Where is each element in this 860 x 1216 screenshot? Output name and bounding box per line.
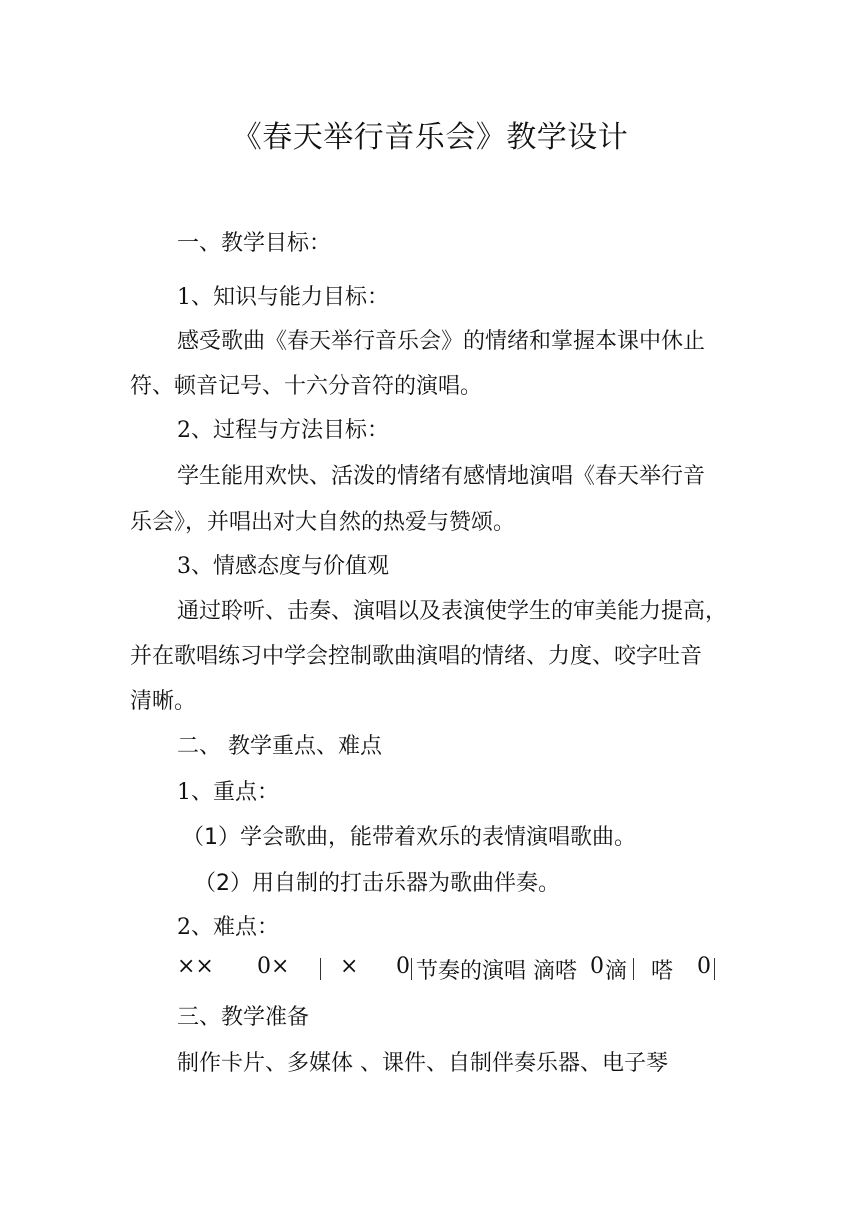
- rhythm-note-3: ×: [340, 954, 359, 979]
- section-1-heading: 一、教学目标：: [177, 231, 332, 256]
- section-1-2-heading: [177, 413, 389, 444]
- section-2-2-title: 、难点：: [191, 915, 280, 940]
- rhythm-text-1: 节奏的演唱 滴嗒: [416, 959, 577, 984]
- section-1-2-text-line-1: 学生能用欢快、活泼的情绪有感情地演唱《春天举行音: [177, 464, 706, 489]
- key-point-item-1: （1）学会歌曲，能带着欢乐的表情演唱歌曲。: [182, 825, 636, 850]
- bar-line: [411, 958, 412, 980]
- bar-line: [320, 958, 321, 980]
- rhythm-note-6: 0: [697, 954, 711, 979]
- section-1-1-heading: [177, 280, 389, 311]
- rhythm-note-2: 0×: [257, 954, 290, 979]
- section-1-3-title: 、情感态度与价值观: [191, 554, 390, 579]
- section-1-3-text-line-2: 并在歌唱练习中学会控制歌曲演唱的情绪、力度、咬字吐音: [130, 644, 703, 669]
- section-1-2-text-line-2: 乐会》，并唱出对大自然的热爱与赞颂。: [130, 510, 516, 535]
- section-2-1-heading: [177, 775, 279, 806]
- key-point-item-2: （2）用自制的打击乐器为歌曲伴奏。: [194, 871, 560, 896]
- section-1-1-text-line-2: 符、顿音记号、十六分音符的演唱。: [130, 374, 483, 399]
- rhythm-note-5: 0: [590, 954, 604, 979]
- section-1-3-heading: [177, 549, 389, 580]
- section-1-1-text-line-1: 感受歌曲《春天举行音乐会》的情绪和掌握本课中休止: [177, 329, 706, 354]
- section-2-2-number: 2: [177, 915, 191, 940]
- bar-line: [714, 958, 715, 980]
- bar-line: [633, 958, 634, 980]
- section-2-1-title: 、重点：: [191, 780, 280, 805]
- rhythm-note-4: 0: [396, 954, 410, 979]
- section-2-2-heading: [177, 910, 279, 941]
- document-title: 《春天举行音乐会》教学设计: [231, 120, 629, 155]
- section-1-3-number: 3: [177, 554, 191, 579]
- section-3-heading: 三、教学准备: [177, 1005, 310, 1030]
- section-1-2-number: 2: [177, 418, 191, 443]
- section-2-heading: 二、 教学重点、难点: [177, 734, 382, 759]
- section-1-2-title: 、过程与方法目标：: [191, 418, 390, 443]
- rhythm-notation: [0, 954, 860, 984]
- section-1-3-text-line-1: 通过聆听、击奏、演唱以及表演使学生的审美能力提高，: [177, 599, 728, 624]
- rhythm-text-2: 滴: [605, 959, 628, 984]
- section-2-1-number: 1: [177, 780, 191, 805]
- section-1-1-title: 、知识与能力目标：: [191, 285, 390, 310]
- rhythm-text-3: 嗒: [651, 959, 674, 984]
- section-1-3-text-line-3: 清晰。: [130, 689, 197, 714]
- section-1-1-number: 1: [177, 285, 191, 310]
- rhythm-note-1: ××: [177, 954, 214, 979]
- section-3-text: 制作卡片、多媒体 、课件、自制伴奏乐器、电子琴: [177, 1051, 668, 1076]
